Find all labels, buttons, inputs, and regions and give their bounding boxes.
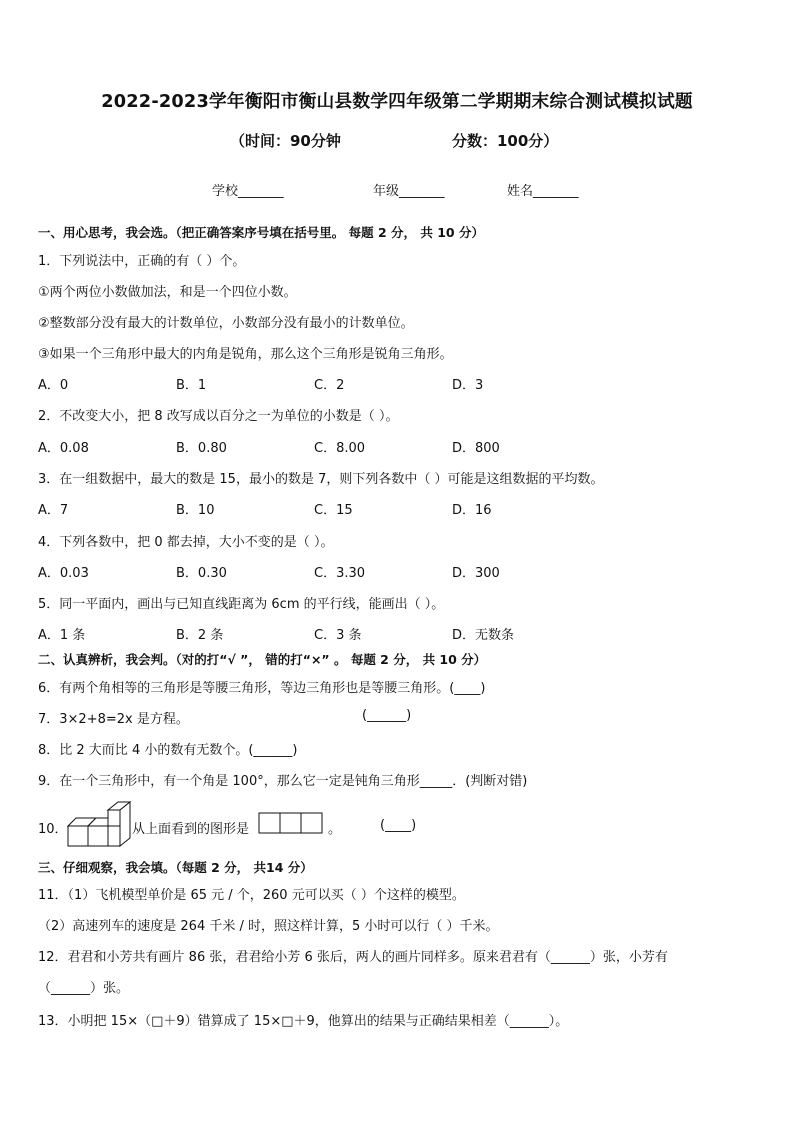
q1-option-c: C．2	[314, 378, 345, 393]
q10-end: 。	[328, 822, 342, 837]
q1-statement-3: ③如果一个三角形中最大的内角是锐角，那么这个三角形是锐角三角形。	[38, 347, 453, 362]
q5-stem: 5．同一平面内，画出与已知直线距离为 6cm 的平行线，能画出（ ）。	[38, 597, 445, 612]
q3-option-c: C．15	[314, 503, 353, 518]
q11-part-1: 11．（1）飞机模型单价是 65 元 / 个，260 元可以买（ ）个这样的模型。	[38, 888, 465, 903]
q5-option-c: C．3 条	[314, 628, 362, 643]
q4-option-b: B．0.30	[176, 566, 227, 581]
page-title: 2022-2023学年衡阳市衡山县数学四年级第二学期期末综合测试模拟试题	[101, 92, 693, 112]
section-1-heading: 一、用心思考，我会选。（把正确答案序号填在括号里。 每题 2 分， 共 10 分）	[38, 225, 484, 240]
q8-text: 8．比 2 大而比 4 小的数有无数个。(______)	[38, 743, 298, 758]
q1-option-a: A．0	[38, 378, 69, 393]
q2-option-b: B．0.80	[176, 441, 227, 456]
grade-field: 年级_______	[373, 184, 445, 199]
exam-score: 分数：100分）	[452, 132, 559, 150]
q10-blank: (____)	[380, 818, 417, 833]
q3-option-b: B．10	[176, 503, 215, 518]
cube-stack-figure	[66, 800, 132, 848]
q7-text: 7．3×2+8=2x 是方程。	[38, 712, 189, 727]
q1-stem: 1．下列说法中，正确的有（ ）个。	[38, 254, 246, 269]
q1-statement-1: ①两个两位小数做加法，和是一个四位小数。	[38, 285, 297, 300]
q3-stem: 3．在一组数据中，最大的数是 15，最小的数是 7，则下列各数中（ ）可能是这组数据的平均数。	[38, 472, 604, 487]
q5-option-d: D．无数条	[452, 628, 515, 643]
q11-part-2: （2）高速列车的速度是 264 千米 / 时，照这样计算，5 小时可以行（ ）千米。	[38, 919, 499, 934]
q5-option-b: B．2 条	[176, 628, 224, 643]
q2-option-a: A．0.08	[38, 441, 89, 456]
q4-stem: 4．下列各数中，把 0 都去掉，大小不变的是（ ）。	[38, 535, 334, 550]
q10-number: 10．	[38, 822, 68, 837]
q3-option-a: A．7	[38, 503, 69, 518]
q4-option-a: A．0.03	[38, 566, 89, 581]
q2-option-d: D．800	[452, 441, 500, 456]
q2-option-c: C．8.00	[314, 441, 366, 456]
q10-text: 从上面看到的图形是	[132, 822, 250, 837]
q13-text: 13．小明把 15×（□＋9）错算成了 15×□＋9，他算出的结果与正确结果相差（______）。	[38, 1014, 569, 1029]
q12-line-2: （______）张。	[38, 981, 130, 996]
q6-text: 6．有两个角相等的三角形是等腰三角形，等边三角形也是等腰三角形。(____)	[38, 681, 486, 696]
q5-option-a: A．1 条	[38, 628, 86, 643]
q4-option-c: C．3.30	[314, 566, 366, 581]
q9-text: 9．在一个三角形中，有一个角是 100°，那么它一定是钝角三角形_____．(判断对错)	[38, 774, 528, 789]
q12-line-1: 12．君君和小芳共有画片 86 张，君君给小芳 6 张后，两人的画片同样多。原来君君有（______）张，小芳有	[38, 950, 668, 965]
section-2-heading: 二、认真辨析，我会判。（对的打“√ ”， 错的打“×” 。 每题 2 分， 共 10 分）	[38, 652, 487, 667]
name-field: 姓名_______	[507, 184, 579, 199]
exam-time: （时间：90分钟	[230, 132, 341, 150]
q7-blank: (______)	[362, 708, 412, 723]
school-field: 学校_______	[212, 184, 284, 199]
q3-option-d: D．16	[452, 503, 492, 518]
q1-statement-2: ②整数部分没有最大的计数单位，小数部分没有最小的计数单位。	[38, 316, 414, 331]
q1-option-d: D．3	[452, 378, 484, 393]
top-view-figure	[258, 812, 324, 834]
q2-stem: 2．不改变大小，把 8 改写成以百分之一为单位的小数是（ ）。	[38, 409, 399, 424]
section-3-heading: 三、仔细观察，我会填。（每题 2 分， 共14 分）	[38, 860, 313, 875]
q1-option-b: B．1	[176, 378, 207, 393]
q4-option-d: D．300	[452, 566, 500, 581]
